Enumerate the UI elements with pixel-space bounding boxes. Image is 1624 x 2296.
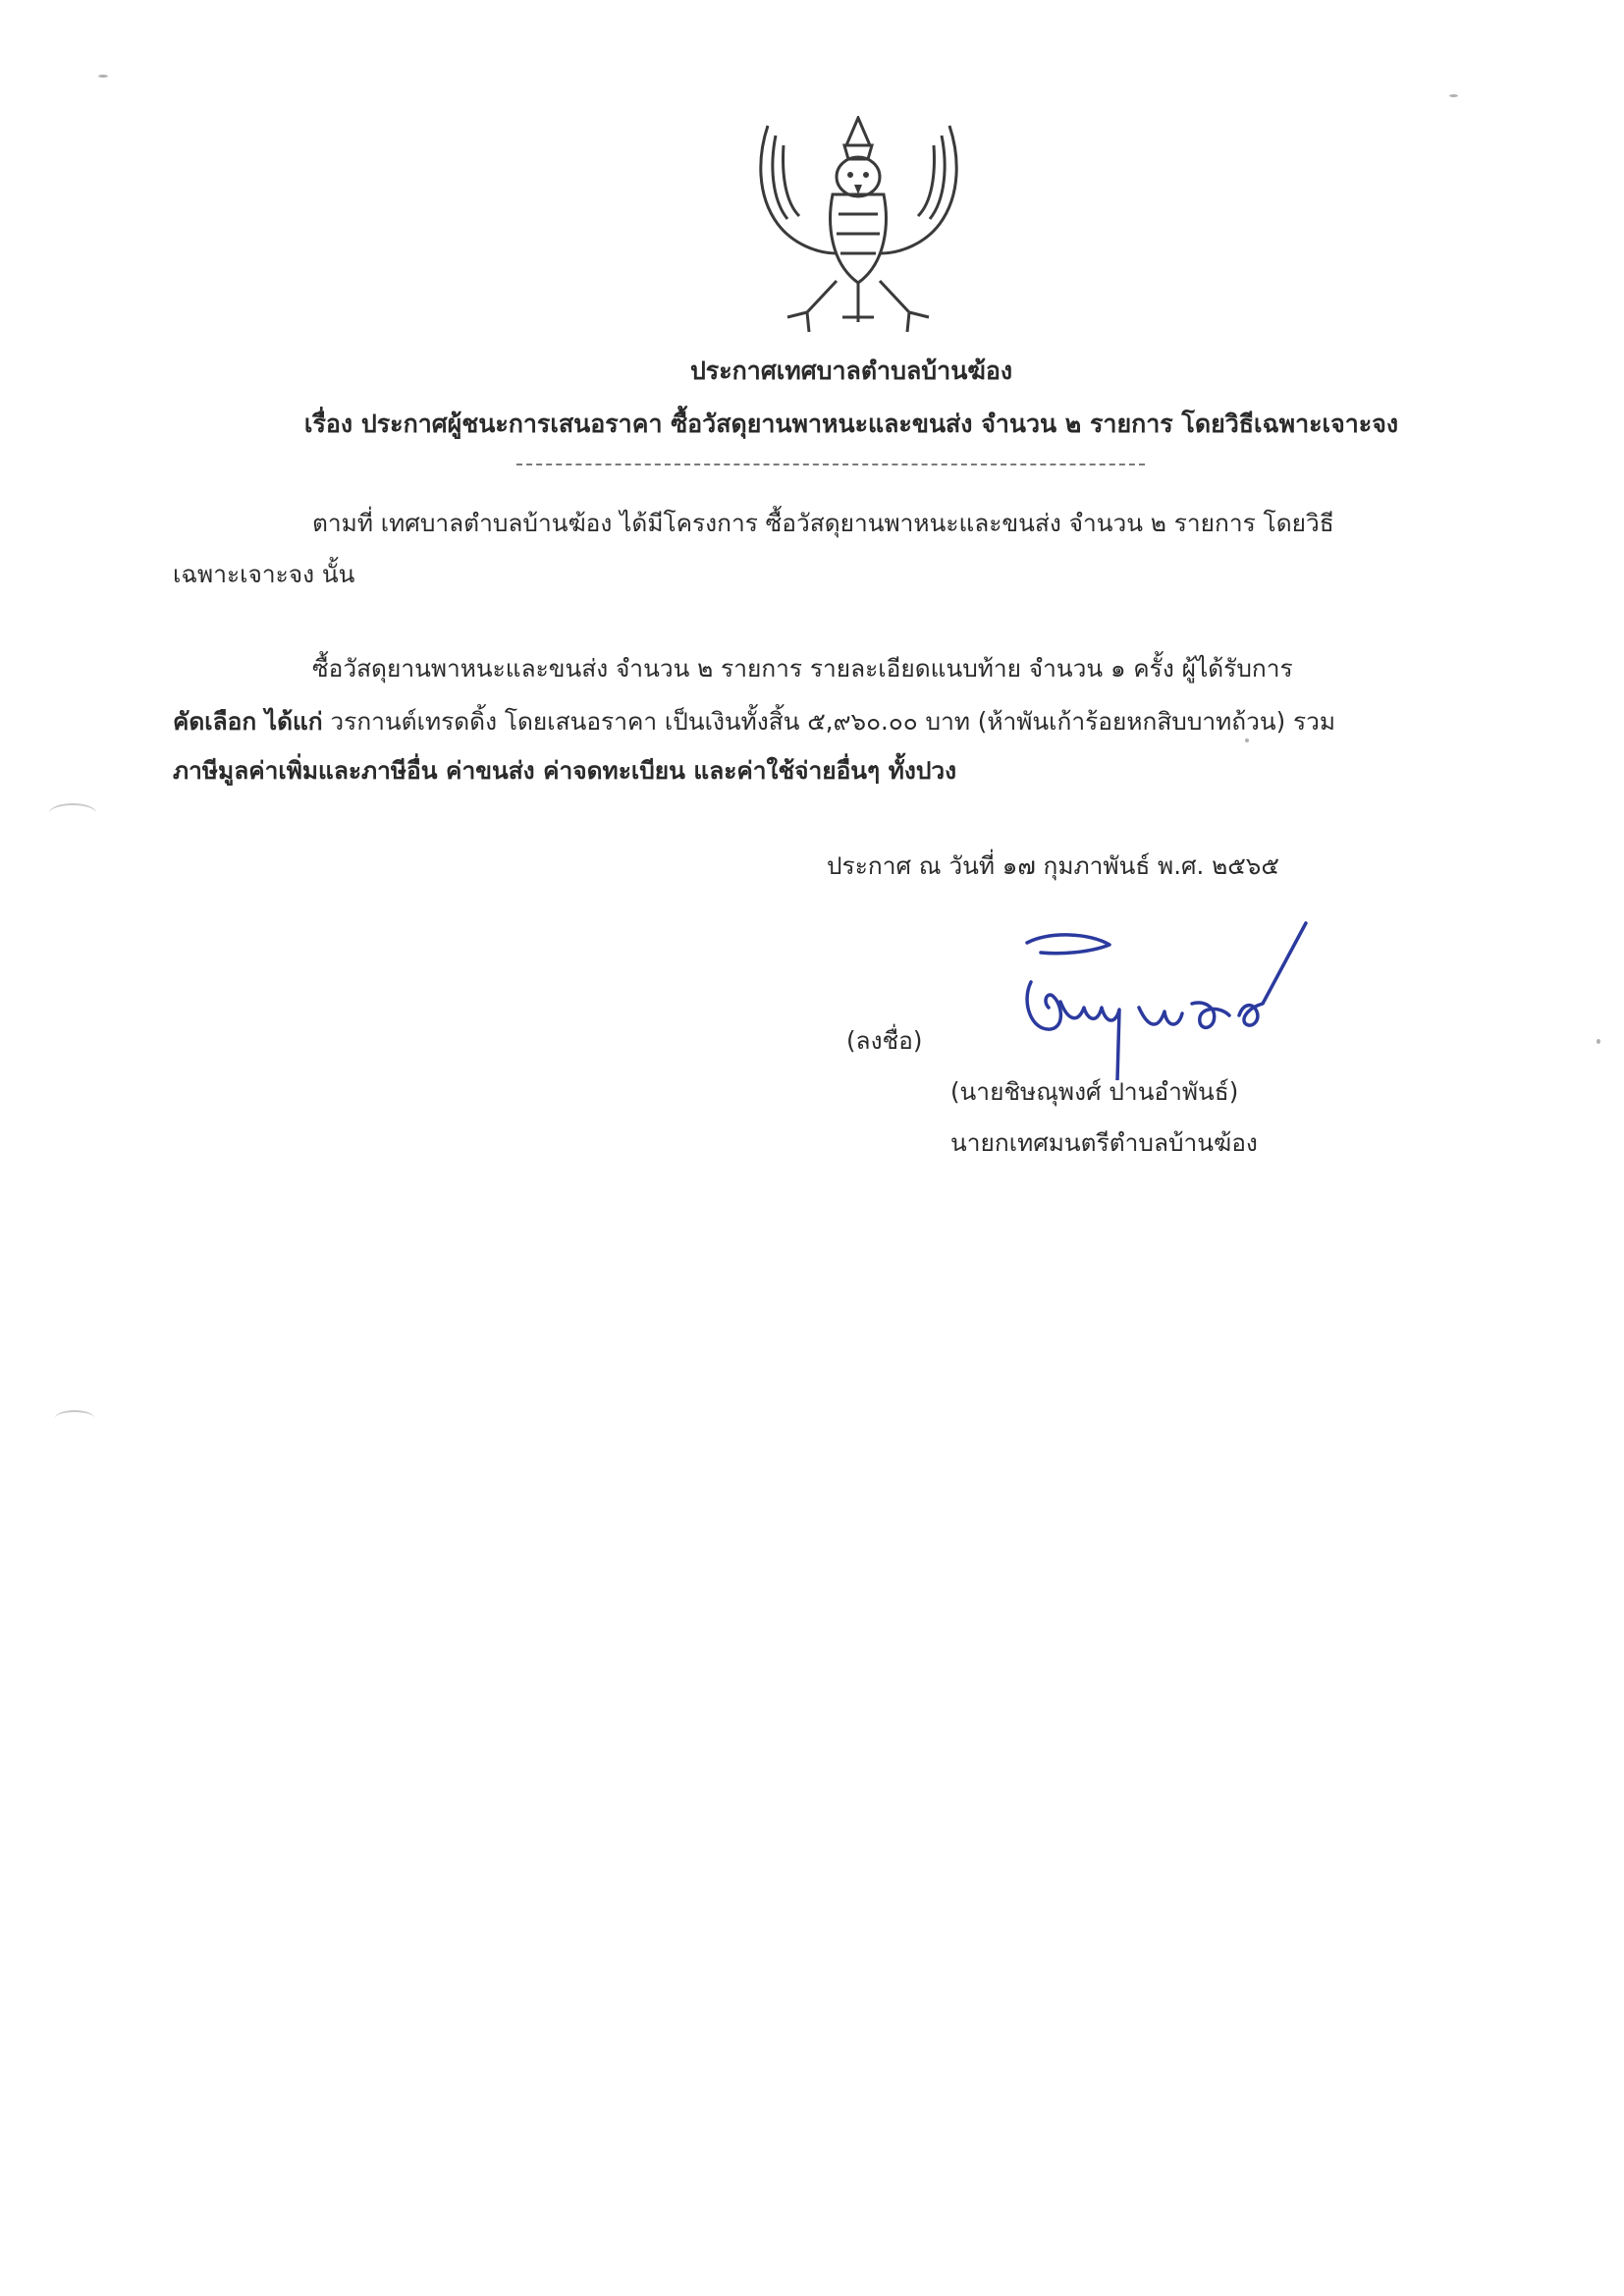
signer-name: (นายชิษณุพงศ์ ปานอำพันธ์)	[950, 1077, 1239, 1106]
paragraph-2-line-2	[173, 697, 1335, 746]
winner-details: วรกานต์เทรดดิ้ง โดยเสนอราคา เป็นเงินทั้งสิ้น ๕,๙๖๐.๐๐ บาท (ห้าพันเก้าร้อยหกสิบบาทถ้วน) รวม	[322, 707, 1336, 736]
scan-mark	[55, 1410, 94, 1426]
dashed-divider	[516, 464, 1145, 465]
scan-speck	[1449, 94, 1458, 97]
selected-label: คัดเลือก ได้แก่	[173, 707, 323, 736]
signature-prefix: (ลงชื่อ)	[846, 1026, 923, 1055]
scan-speck	[1597, 1039, 1600, 1044]
paragraph-1-line-1: ตามที่ เทศบาลตำบลบ้านฆ้อง ได้มีโครงการ ซื้อวัสดุยานพาหนะและขนส่ง จำนวน ๒ รายการ โดยวิธี	[312, 509, 1334, 537]
paragraph-1-line-2: เฉพาะเจาะจง นั้น	[173, 560, 355, 588]
signer-title: นายกเทศมนตรีตำบลบ้านฆ้อง	[950, 1128, 1258, 1157]
scan-mark	[49, 803, 96, 823]
scan-speck	[1245, 738, 1249, 742]
announcement-title: ประกาศเทศบาลตำบลบ้านฆ้อง	[689, 356, 1013, 385]
scan-speck	[98, 75, 108, 78]
paragraph-2-line-3: ภาษีมูลค่าเพิ่มและภาษีอื่น ค่าขนส่ง ค่าจดทะเบียน และค่าใช้จ่ายอื่นๆ ทั้งปวง	[173, 756, 957, 785]
garuda-emblem-icon	[748, 116, 969, 340]
announcement-subject	[39, 405, 1624, 444]
announcement-date: ประกาศ ณ วันที่ ๑๗ กุมภาพันธ์ พ.ศ. ๒๕๖๕	[827, 851, 1279, 880]
paragraph-2-line-1: ซื้อวัสดุยานพาหนะและขนส่ง จำนวน ๒ รายการ รายละเอียดแนบท้าย จำนวน ๑ ครั้ง ผู้ได้รับการ	[312, 654, 1293, 683]
subject-label: เรื่อง	[303, 410, 353, 438]
handwritten-signature	[992, 913, 1326, 1080]
subject-text: ประกาศผู้ชนะการเสนอราคา ซื้อวัสดุยานพาหนะและขนส่ง จำนวน ๒ รายการ โดยวิธีเฉพาะเจาะจง	[360, 410, 1399, 438]
